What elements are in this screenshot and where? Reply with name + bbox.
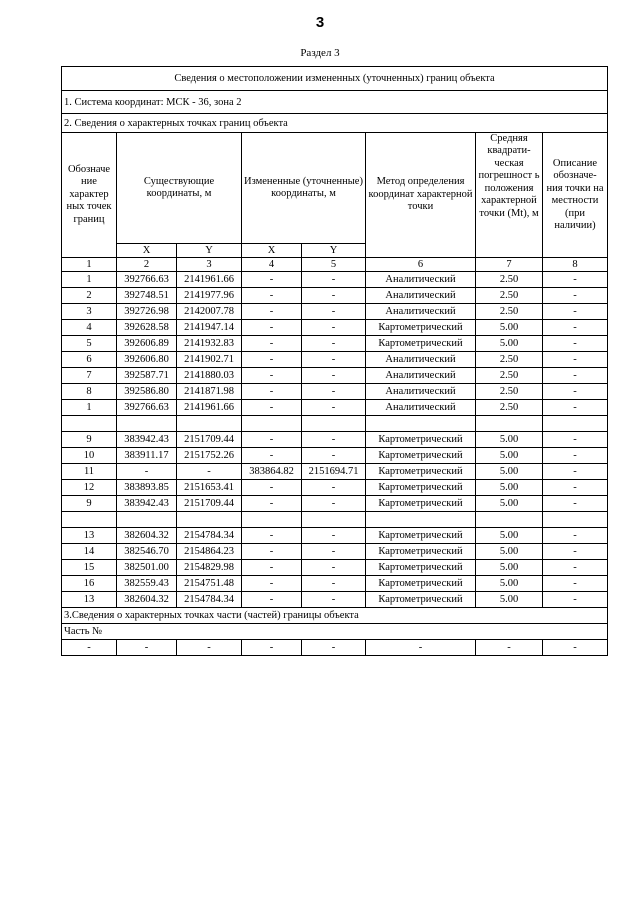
- header-accuracy: Средняя квадрати- ческая погрешност ь положения характерной точки (Mt), м: [476, 133, 543, 258]
- points-heading: 2. Сведения о характерных точках границ объекта: [62, 114, 608, 133]
- cell-changed-y: -: [302, 592, 366, 608]
- cell-method: Картометрический: [366, 480, 476, 496]
- cell-existing-y: 2154864.23: [177, 544, 242, 560]
- column-number: 2: [117, 258, 177, 272]
- header-existing-coords: Существующие координаты, м: [117, 133, 242, 244]
- cell-changed-y: -: [302, 496, 366, 512]
- cell-changed-y: -: [302, 320, 366, 336]
- cell-existing-y: [177, 416, 242, 432]
- cell-point-number: 14: [62, 544, 117, 560]
- cell-existing-y: 2154751.48: [177, 576, 242, 592]
- cell-description: -: [543, 288, 608, 304]
- cell-existing-x: 382604.32: [117, 592, 177, 608]
- cell-description: -: [543, 592, 608, 608]
- cell-changed-x: -: [242, 304, 302, 320]
- table-row: [62, 560, 608, 576]
- cell-changed-x: [242, 416, 302, 432]
- cell-description: -: [543, 368, 608, 384]
- cell-accuracy: 5.00: [476, 480, 543, 496]
- cell-description: -: [543, 560, 608, 576]
- cell-accuracy: 5.00: [476, 432, 543, 448]
- cell-method: Аналитический: [366, 304, 476, 320]
- cell-accuracy: 2.50: [476, 400, 543, 416]
- cell-accuracy: 5.00: [476, 544, 543, 560]
- cell-existing-y: 2154829.98: [177, 560, 242, 576]
- cell-point-number: 13: [62, 528, 117, 544]
- cell-existing-y: 2141961.66: [177, 272, 242, 288]
- cell-changed-y: -: [302, 576, 366, 592]
- cell-point-number: 1: [62, 400, 117, 416]
- cell-changed-x: -: [242, 448, 302, 464]
- cell-accuracy: 5.00: [476, 464, 543, 480]
- header-description: Описание обозначе- ния точки на местности (при наличии): [543, 133, 608, 258]
- cell-existing-x: 383893.85: [117, 480, 177, 496]
- cell-existing-y: 2151752.26: [177, 448, 242, 464]
- cell-existing-x: 392606.80: [117, 352, 177, 368]
- table-row: [62, 432, 608, 448]
- cell-existing-y: 2141871.98: [177, 384, 242, 400]
- cell-existing-x: 382559.43: [117, 576, 177, 592]
- cell-changed-y: -: [302, 304, 366, 320]
- coordinate-system: 1. Система координат: МСК - 36, зона 2: [62, 91, 608, 114]
- boundary-points-table: [61, 66, 608, 656]
- cell-point-number: 15: [62, 560, 117, 576]
- table-row: [62, 592, 608, 608]
- cell-existing-y: 2151709.44: [177, 496, 242, 512]
- cell-description: -: [543, 320, 608, 336]
- parts-cell: -: [117, 640, 177, 656]
- cell-method: Картометрический: [366, 544, 476, 560]
- cell-changed-y: -: [302, 352, 366, 368]
- table-row: [62, 480, 608, 496]
- header-point-designation: Обозначе ние характер ных точек границ: [62, 133, 117, 258]
- column-number: 1: [62, 258, 117, 272]
- cell-method: Аналитический: [366, 288, 476, 304]
- cell-point-number: 13: [62, 592, 117, 608]
- cell-accuracy: [476, 512, 543, 528]
- cell-point-number: 5: [62, 336, 117, 352]
- cell-existing-x: 392606.89: [117, 336, 177, 352]
- cell-method: Аналитический: [366, 384, 476, 400]
- page-number: 3: [315, 14, 325, 31]
- column-number: 7: [476, 258, 543, 272]
- cell-accuracy: 5.00: [476, 320, 543, 336]
- cell-changed-y: 2151694.71: [302, 464, 366, 480]
- cell-existing-x: 392766.63: [117, 272, 177, 288]
- cell-changed-x: -: [242, 544, 302, 560]
- cell-changed-y: -: [302, 480, 366, 496]
- cell-accuracy: 5.00: [476, 592, 543, 608]
- cell-changed-x: -: [242, 368, 302, 384]
- header-x-existing: X: [117, 244, 177, 258]
- cell-method: [366, 512, 476, 528]
- cell-method: Картометрический: [366, 528, 476, 544]
- cell-changed-x: -: [242, 384, 302, 400]
- cell-changed-x: -: [242, 336, 302, 352]
- cell-existing-y: 2141961.66: [177, 400, 242, 416]
- cell-existing-x: 392766.63: [117, 400, 177, 416]
- cell-method: Картометрический: [366, 448, 476, 464]
- cell-existing-y: 2154784.34: [177, 528, 242, 544]
- cell-existing-y: 2141977.96: [177, 288, 242, 304]
- column-number: 6: [366, 258, 476, 272]
- cell-existing-x: 392748.51: [117, 288, 177, 304]
- cell-method: Картометрический: [366, 320, 476, 336]
- table-row: [62, 544, 608, 560]
- cell-existing-y: 2151709.44: [177, 432, 242, 448]
- cell-changed-x: -: [242, 288, 302, 304]
- cell-accuracy: 5.00: [476, 576, 543, 592]
- parts-cell: -: [177, 640, 242, 656]
- cell-point-number: 6: [62, 352, 117, 368]
- cell-accuracy: 2.50: [476, 368, 543, 384]
- cell-changed-y: -: [302, 544, 366, 560]
- cell-description: -: [543, 432, 608, 448]
- cell-accuracy: 2.50: [476, 304, 543, 320]
- cell-changed-x: -: [242, 480, 302, 496]
- cell-description: [543, 416, 608, 432]
- cell-existing-x: 383942.43: [117, 496, 177, 512]
- cell-description: -: [543, 448, 608, 464]
- cell-existing-y: 2141902.71: [177, 352, 242, 368]
- cell-existing-y: 2142007.78: [177, 304, 242, 320]
- table-row: [62, 272, 608, 288]
- cell-existing-y: 2151653.41: [177, 480, 242, 496]
- cell-description: -: [543, 336, 608, 352]
- cell-existing-y: 2141932.83: [177, 336, 242, 352]
- table-row: [62, 576, 608, 592]
- cell-changed-y: -: [302, 336, 366, 352]
- cell-changed-x: -: [242, 592, 302, 608]
- cell-description: -: [543, 496, 608, 512]
- header-changed-coords: Измененные (уточненные) координаты, м: [242, 133, 366, 244]
- table-row: [62, 384, 608, 400]
- section-title: Раздел 3: [300, 47, 340, 59]
- column-number: 3: [177, 258, 242, 272]
- cell-method: Картометрический: [366, 432, 476, 448]
- cell-existing-x: 383942.43: [117, 432, 177, 448]
- table-row: [62, 288, 608, 304]
- parts-cell: -: [242, 640, 302, 656]
- cell-accuracy: 5.00: [476, 496, 543, 512]
- cell-existing-y: -: [177, 464, 242, 480]
- parts-row: [62, 640, 608, 656]
- table-row: [62, 448, 608, 464]
- cell-changed-y: -: [302, 272, 366, 288]
- cell-existing-x: -: [117, 464, 177, 480]
- cell-existing-y: 2141947.14: [177, 320, 242, 336]
- cell-changed-x: -: [242, 576, 302, 592]
- table-row: [62, 528, 608, 544]
- cell-method: Аналитический: [366, 272, 476, 288]
- cell-changed-x: -: [242, 496, 302, 512]
- cell-method: Аналитический: [366, 352, 476, 368]
- cell-point-number: 1: [62, 272, 117, 288]
- cell-changed-y: [302, 416, 366, 432]
- cell-accuracy: 5.00: [476, 336, 543, 352]
- cell-point-number: [62, 416, 117, 432]
- cell-changed-y: -: [302, 288, 366, 304]
- cell-description: -: [543, 480, 608, 496]
- cell-existing-x: 392587.71: [117, 368, 177, 384]
- cell-accuracy: [476, 416, 543, 432]
- cell-method: Картометрический: [366, 576, 476, 592]
- parts-heading: 3.Сведения о характерных точках части (частей) границы объекта: [62, 608, 608, 624]
- cell-changed-x: -: [242, 272, 302, 288]
- cell-changed-x: -: [242, 432, 302, 448]
- cell-existing-x: 392726.98: [117, 304, 177, 320]
- cell-point-number: 4: [62, 320, 117, 336]
- cell-point-number: 11: [62, 464, 117, 480]
- cell-method: Картометрический: [366, 592, 476, 608]
- cell-existing-x: 382604.32: [117, 528, 177, 544]
- cell-description: -: [543, 464, 608, 480]
- cell-changed-x: -: [242, 560, 302, 576]
- cell-description: -: [543, 272, 608, 288]
- table-row: [62, 496, 608, 512]
- column-number: 4: [242, 258, 302, 272]
- cell-description: -: [543, 400, 608, 416]
- cell-existing-x: 383911.17: [117, 448, 177, 464]
- cell-changed-y: -: [302, 384, 366, 400]
- cell-method: Картометрический: [366, 560, 476, 576]
- cell-accuracy: 2.50: [476, 288, 543, 304]
- table-row: [62, 352, 608, 368]
- cell-point-number: [62, 512, 117, 528]
- cell-accuracy: 5.00: [476, 448, 543, 464]
- cell-point-number: 10: [62, 448, 117, 464]
- cell-point-number: 2: [62, 288, 117, 304]
- cell-description: -: [543, 304, 608, 320]
- cell-existing-x: 382546.70: [117, 544, 177, 560]
- cell-description: -: [543, 576, 608, 592]
- cell-point-number: 12: [62, 480, 117, 496]
- cell-method: Картометрический: [366, 464, 476, 480]
- header-method: Метод определения координат характерной точки: [366, 133, 476, 258]
- column-number: 5: [302, 258, 366, 272]
- parts-cell: -: [476, 640, 543, 656]
- cell-accuracy: 5.00: [476, 560, 543, 576]
- cell-changed-y: -: [302, 560, 366, 576]
- parts-cell: -: [62, 640, 117, 656]
- column-numbers-row: [62, 258, 608, 272]
- table-row: [62, 320, 608, 336]
- table-row: [62, 304, 608, 320]
- cell-existing-x: [117, 416, 177, 432]
- cell-changed-y: -: [302, 368, 366, 384]
- cell-changed-y: -: [302, 400, 366, 416]
- cell-changed-x: -: [242, 400, 302, 416]
- table-row: [62, 368, 608, 384]
- header-y-existing: Y: [177, 244, 242, 258]
- cell-existing-x: [117, 512, 177, 528]
- cell-accuracy: 2.50: [476, 272, 543, 288]
- cell-existing-x: 392586.80: [117, 384, 177, 400]
- cell-changed-y: -: [302, 448, 366, 464]
- cell-changed-x: -: [242, 320, 302, 336]
- header-x-changed: X: [242, 244, 302, 258]
- cell-changed-y: -: [302, 432, 366, 448]
- cell-point-number: 7: [62, 368, 117, 384]
- cell-existing-x: 392628.58: [117, 320, 177, 336]
- cell-accuracy: 2.50: [476, 352, 543, 368]
- table-row: [62, 416, 608, 432]
- cell-point-number: 3: [62, 304, 117, 320]
- header-y-changed: Y: [302, 244, 366, 258]
- cell-method: Картометрический: [366, 336, 476, 352]
- cell-description: -: [543, 544, 608, 560]
- cell-point-number: 9: [62, 432, 117, 448]
- cell-changed-x: -: [242, 352, 302, 368]
- cell-existing-y: 2141880.03: [177, 368, 242, 384]
- cell-description: -: [543, 384, 608, 400]
- cell-description: -: [543, 528, 608, 544]
- table-row: [62, 512, 608, 528]
- table-row: [62, 400, 608, 416]
- cell-method: [366, 416, 476, 432]
- cell-description: [543, 512, 608, 528]
- table-row: [62, 336, 608, 352]
- cell-description: -: [543, 352, 608, 368]
- cell-existing-x: 382501.00: [117, 560, 177, 576]
- cell-changed-y: [302, 512, 366, 528]
- cell-changed-y: -: [302, 528, 366, 544]
- table-row: [62, 464, 608, 480]
- cell-accuracy: 2.50: [476, 384, 543, 400]
- cell-point-number: 9: [62, 496, 117, 512]
- cell-point-number: 8: [62, 384, 117, 400]
- parts-cell: -: [543, 640, 608, 656]
- column-number: 8: [543, 258, 608, 272]
- cell-method: Аналитический: [366, 368, 476, 384]
- cell-changed-x: 383864.82: [242, 464, 302, 480]
- table-caption: Сведения о местоположении измененных (уточненных) границ объекта: [62, 67, 608, 91]
- parts-cell: -: [302, 640, 366, 656]
- cell-point-number: 16: [62, 576, 117, 592]
- cell-method: Картометрический: [366, 496, 476, 512]
- parts-cell: -: [366, 640, 476, 656]
- cell-existing-y: [177, 512, 242, 528]
- part-label: Часть №: [62, 624, 608, 640]
- cell-method: Аналитический: [366, 400, 476, 416]
- cell-existing-y: 2154784.34: [177, 592, 242, 608]
- cell-changed-x: [242, 512, 302, 528]
- cell-changed-x: -: [242, 528, 302, 544]
- cell-accuracy: 5.00: [476, 528, 543, 544]
